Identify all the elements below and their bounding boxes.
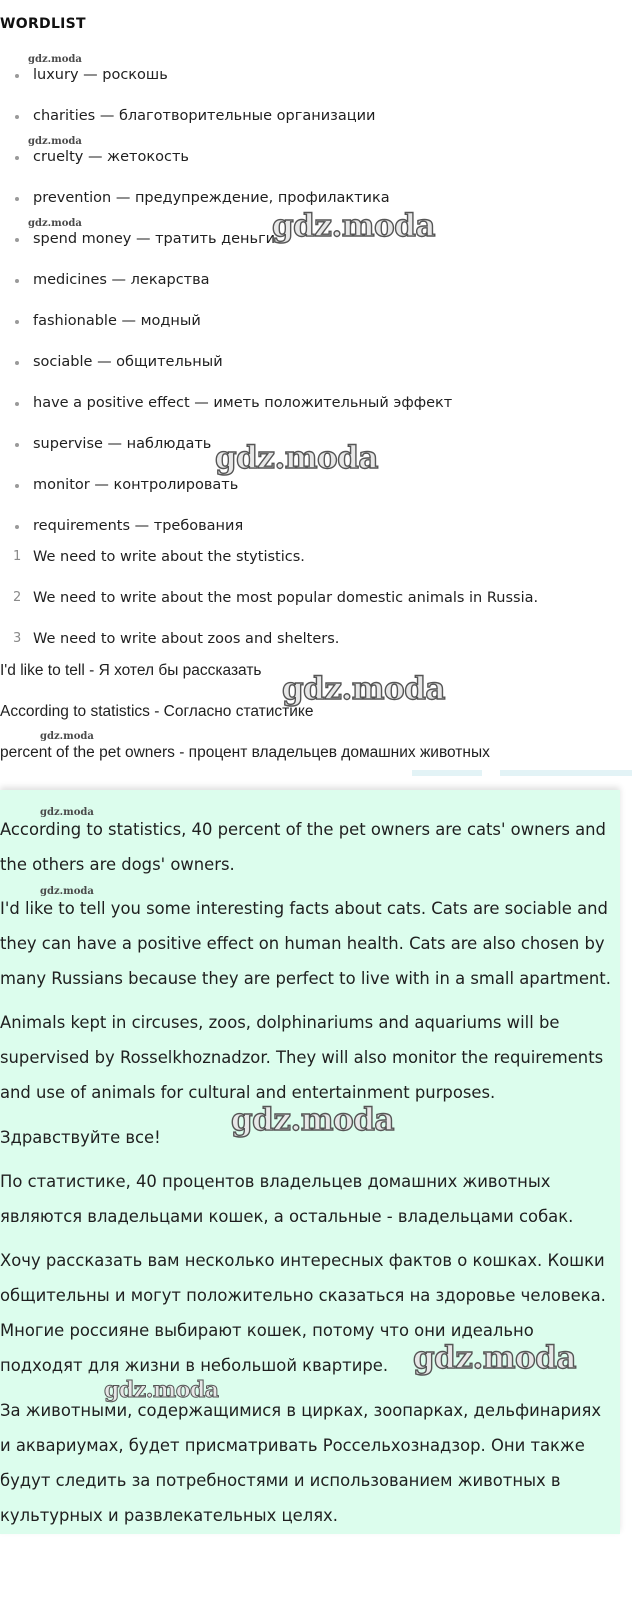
step-text: We need to write about the stytistics. [33,549,305,565]
watermark-large: gdz.moda [215,440,378,476]
wordlist-item [0,515,600,537]
wordlist-item [0,474,600,496]
bullet-icon [15,115,19,119]
step-text: We need to write about zoos and shelters. [33,631,340,647]
answer-paragraph: Хочу рассказать вам несколько интересных фактов о кошках. Кошки общительны и могут положительно сказаться на здоровье человека. Многие россияне выбирают кошек, потому что они идеально подходят для жизни в небольшой квартире. [0,1251,606,1375]
wordlist-item-text: prevention — предупреждение, профилактика [33,190,390,206]
bullet-icon [15,402,19,406]
answer-paragraph: По статистике, 40 процентов владельцев домашних животных являются владельцами кошек, а остальные - владельцами собак. [0,1172,574,1226]
wordlist-item-text: have a positive effect — иметь положительный эффект [33,395,453,411]
wordlist-title: WORDLIST [0,16,86,32]
phrase-line: According to statistics - Согласно статистике [0,703,314,720]
watermark-small: gdz.moda [40,886,94,897]
watermark-small: gdz.moda [40,807,94,818]
wordlist-item-text: luxury — роскошь [33,67,168,83]
step-item [0,546,600,568]
wordlist-item-text: monitor — контролировать [33,477,239,493]
watermark-large: gdz.moda [104,1377,219,1403]
divider [500,770,632,776]
wordlist-item [0,392,600,414]
wordlist-item [0,64,600,86]
watermark-small: gdz.moda [28,136,82,147]
bullet-icon [15,484,19,488]
watermark-large: gdz.moda [413,1340,576,1376]
answer-paragraph: I'd like to tell you some interesting facts about cats. Cats are sociable and they can have a positive effect on human health. Cats are also chosen by many Russians because they are perfect to live with in a small apartment. [0,899,611,988]
phrase-line: percent of the pet owners - процент владельцев домашних животных [0,744,490,761]
wordlist-item [0,187,600,209]
step-item [0,628,600,650]
wordlist-item-text: fashionable — модный [33,313,201,329]
bullet-icon [15,320,19,324]
wordlist-item-text: sociable — общительный [33,354,223,370]
answer-paragraph: За животными, содержащимися в цирках, зоопарках, дельфинариях и аквариумах, будет присматривать Россельхознадзор. Они также будут следить за потребностями и использованием животных в культурных и развлекательных целях. [0,1401,602,1525]
watermark-large: gdz.moda [282,671,445,707]
watermark-small: gdz.moda [28,54,82,65]
bullet-icon [15,361,19,365]
wordlist-item-text: cruelty — жетокость [33,149,189,165]
bullet-icon [15,443,19,447]
bullet-icon [15,525,19,529]
wordlist-item-text: requirements — требования [33,518,244,534]
wordlist-item [0,269,600,291]
wordlist-item [0,146,600,168]
step-number: 3 [13,631,22,646]
bullet-icon [15,279,19,283]
step-number: 2 [13,590,22,605]
watermark-small: gdz.moda [28,218,82,229]
bullet-icon [15,197,19,201]
step-item [0,587,600,609]
wordlist-item-text: supervise — наблюдать [33,436,212,452]
wordlist-item-text: medicines — лекарства [33,272,210,288]
watermark-small: gdz.moda [40,731,94,742]
bullet-icon [15,74,19,78]
bullet-icon [15,238,19,242]
step-text: We need to write about the most popular domestic animals in Russia. [33,590,539,606]
wordlist-item-text: charities — благотворительные организации [33,108,376,124]
answer-paragraph: Animals kept in circuses, zoos, dolphinariums and aquariums will be supervised by Rosselkhoznadzor. They will also monitor the requirements and use of animals for cultural and entertainment purposes. [0,1013,604,1102]
watermark-large: gdz.moda [231,1102,394,1138]
wordlist-item [0,310,600,332]
wordlist-item [0,351,600,373]
wordlist-item-text: spend money — тратить деньги [33,231,276,247]
bullet-icon [15,156,19,160]
answer-paragraph: According to statistics, 40 percent of the pet owners are cats' owners and the others are dogs' owners. [0,820,606,874]
wordlist-item [0,105,600,127]
watermark-large: gdz.moda [272,208,435,244]
phrase-line: I'd like to tell - Я хотел бы рассказать [0,662,262,679]
divider [412,770,482,776]
step-number: 1 [13,549,22,564]
answer-paragraph: Здравствуйте все! [0,1128,161,1147]
